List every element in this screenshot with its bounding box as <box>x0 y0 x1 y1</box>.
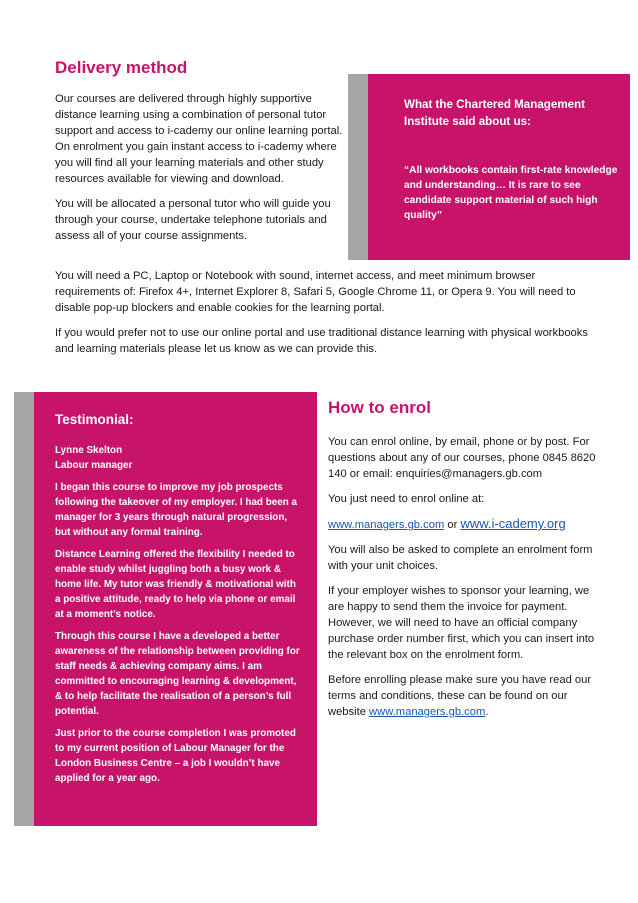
delivery-method-heading: Delivery method <box>55 58 188 77</box>
how-to-enrol-heading: How to enrol <box>328 398 431 417</box>
requirements-text <box>55 268 595 357</box>
cmi-heading: What the Chartered Management Institute said about us: <box>404 98 586 128</box>
requirements-paragraph-1: You will need a PC, Laptop or Notebook with sound, internet access, and meet minimum browser requirements of: Firefox 4+, Internet Explorer 8, Safari 5, Google Chrome 11, or Opera 9. You will need to disable pop-up blockers and enable cookies for the learning portal. <box>55 270 576 314</box>
testimonial-author-name: Lynne Skelton <box>55 445 123 456</box>
testimonial-author <box>55 443 303 473</box>
requirements-paragraph-2: If you would prefer not to use our online portal and use traditional distance learning with physical workbooks and learning materials please let us know as we can provide this. <box>55 327 588 355</box>
testimonial-text <box>55 443 303 786</box>
delivery-paragraph-1: Our courses are delivered through highly supportive distance learning using a combination of personal tutor support and access to i-cademy our online learning portal. On enrolment you gain instant access to i-cademy where you will find all your learning materials and other study resources available for viewing and download. <box>55 93 343 185</box>
terms-website-link[interactable]: www.managers.gb.com <box>369 706 486 718</box>
delivery-method-text <box>55 91 345 244</box>
enrol-links <box>328 516 603 533</box>
managers-website-link[interactable]: www.managers.gb.com <box>328 519 445 531</box>
testimonial-author-role: Labour manager <box>55 460 133 471</box>
testimonial-paragraph-4: Just prior to the course completion I was promoted to my current position of Labour Manager for the London Business Centre – a job I wouldn’t have applied for a year ago. <box>55 728 296 784</box>
testimonial-heading: Testimonial: <box>55 412 134 427</box>
testimonial-paragraph-3: Through this course I have a developed a better awareness of the relationship between providing for staff needs & achieving company aims. I am committed to encouraging learning & development, & to help facilitate the realisation of a person’s full potential. <box>55 631 300 717</box>
terms-text-end: . <box>485 706 489 718</box>
enrol-paragraph-2: You just need to enrol online at: <box>328 493 485 505</box>
enrol-paragraph-5: If your employer wishes to sponsor your learning, we are happy to send them the invoice for payment. However, we will need to have an official company purchase order number first, which you can insert into the relevant box on the enrolment form. <box>328 585 595 661</box>
testimonial-paragraph-1: I began this course to improve my job prospects following the takeover of my employer. I had been a manager for 3 years through natural progression, but without any formal training. <box>55 482 297 538</box>
cmi-quote-text: “All workbooks contain first-rate knowledge and understanding… It is rare to see candidate support material of such high quality” <box>404 165 618 221</box>
cmi-box-grey-bar <box>348 74 368 260</box>
terms-text: Before enrolling please make sure you have read our terms and conditions, these can be found on our website <box>328 674 592 718</box>
icademy-website-link[interactable]: www.i-cademy.org <box>460 516 566 531</box>
how-to-enrol-text <box>328 434 603 720</box>
enrol-paragraph-1: You can enrol online, by email, phone or by post. For questions about any of our courses, phone 0845 8620 140 or email: enquiries@managers.gb.com <box>328 436 596 480</box>
testimonial-paragraph-2: Distance Learning offered the flexibility I needed to enable study whilst juggling both a busy work & home life. My tutor was friendly & motivational with a positive attitude, ready to help via phone or email at a moment’s notice. <box>55 549 296 620</box>
delivery-paragraph-2: You will be allocated a personal tutor who will guide you through your course, undertake telephone tutorials and assess all of your course assignments. <box>55 198 331 242</box>
enrol-paragraph-4: You will also be asked to complete an enrolment form with your unit choices. <box>328 544 593 572</box>
enrol-or-text: or <box>444 519 461 531</box>
testimonial-grey-bar <box>14 392 34 826</box>
enrol-paragraph-6 <box>328 672 603 720</box>
